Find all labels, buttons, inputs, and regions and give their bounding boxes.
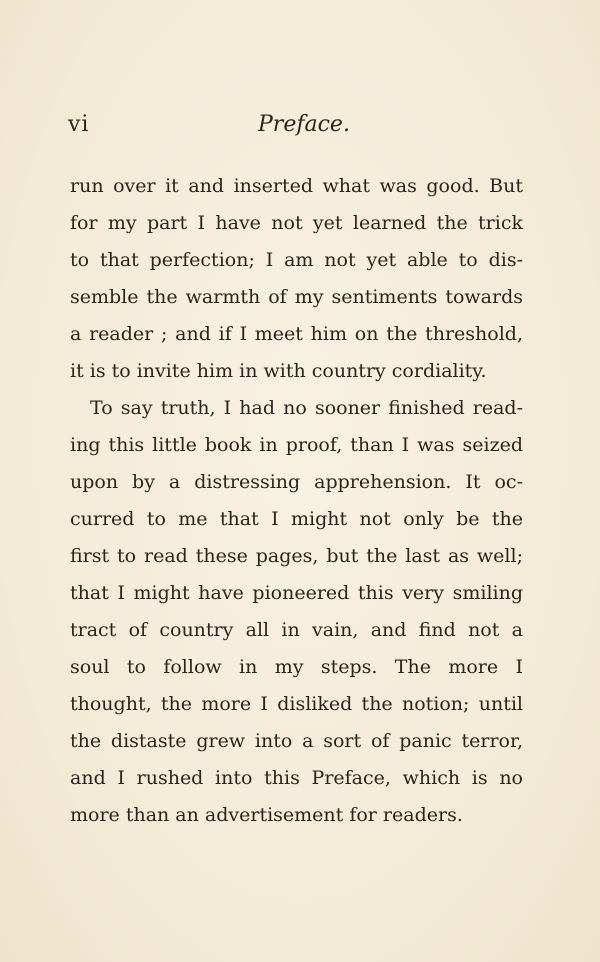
page-number: vi (68, 112, 90, 137)
text-line: curred to me that I might not only be the (70, 508, 523, 530)
text-line: run over it and inserted what was good. But (70, 175, 523, 197)
text-line: semble the warmth of my sentiments towards (70, 286, 523, 308)
text-line: first to read these pages, but the last as well; (70, 545, 523, 567)
paragraph-2 (70, 390, 523, 834)
text-line: tract of country all in vain, and find not a (70, 619, 523, 641)
text-line: for my part I have not yet learned the trick (70, 212, 523, 234)
text-line: that I might have pioneered this very smiling (70, 582, 523, 604)
text-line: soul to follow in my steps. The more I (70, 656, 523, 678)
text-line: to that perfection; I am not yet able to dis- (70, 249, 523, 271)
running-title: Preface. (258, 112, 350, 137)
text-line: upon by a distressing apprehension. It oc- (70, 471, 523, 493)
text-line: and I rushed into this Preface, which is no (70, 767, 523, 789)
text-line: thought, the more I disliked the notion; until (70, 693, 523, 715)
body-text (70, 168, 523, 834)
text-line: it is to invite him in with country cordiality. (70, 360, 487, 382)
text-line: more than an advertisement for readers. (70, 804, 463, 826)
text-line: To say truth, I had no sooner finished read- (90, 397, 523, 419)
text-line: a reader ; and if I meet him on the threshold, (70, 323, 523, 345)
paragraph-1 (70, 168, 523, 390)
running-head (68, 112, 524, 148)
text-line: the distaste grew into a sort of panic terror, (70, 730, 523, 752)
text-line: ing this little book in proof, than I was seized (70, 434, 523, 456)
